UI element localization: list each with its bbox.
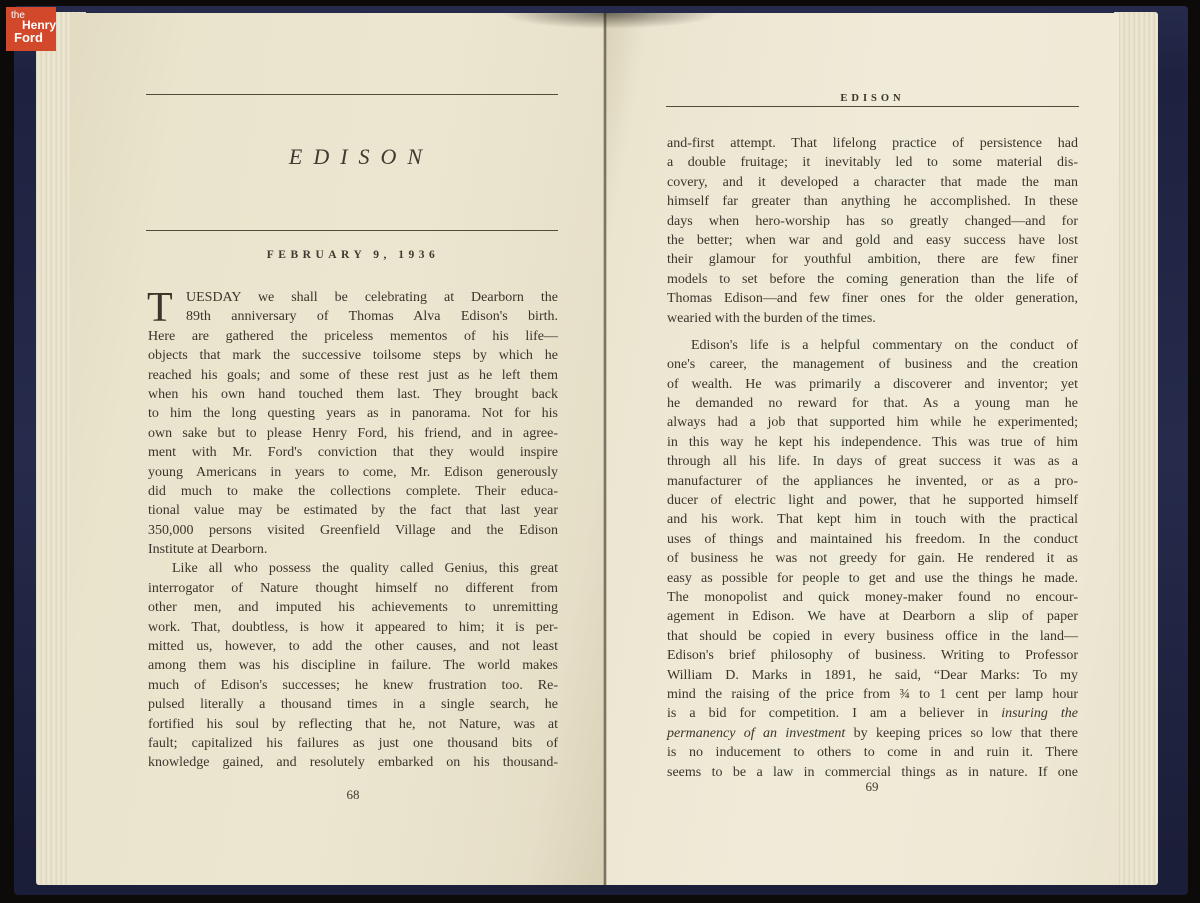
text-line: that should be copied in every business office in the land— [667,628,1078,644]
text-line: 89th anniversary of Thomas Alva Edison's birth. [186,309,558,325]
text-line: agement in Edison. We have at Dearborn a slip of paper [667,609,1078,625]
text-line: much of Edison's successes; he knew frustration too. Re- [148,677,558,693]
text-line: Edison's brief philosophy of business. Writing to Professor [667,648,1078,664]
text-line: seems to be a law in commercial things as in nature. If one [667,764,1078,780]
text-line: young Americans in years to come, Mr. Edison generously [148,464,558,480]
text-line: objects that mark the successive toilsome steps by which he [148,348,558,364]
text-line: interrogator of Nature thought himself no different from [148,580,558,596]
title-rule-top [146,94,558,95]
text-line: fault; capitalized his failures as just one thousand bits of [148,735,558,751]
text-line: The monopolist and quick money-maker found no encour- [667,589,1078,605]
text-line: Like all who possess the quality called Genius, this great [172,561,558,577]
text-line: to him the long questing years as in panorama. Not for his [148,406,558,422]
text-line: uses of things and maintained his freedom. In the conduct [667,531,1078,547]
text-line: pulsed literally a thousand times in a single search, he [148,697,558,713]
drop-cap: T [147,285,173,331]
text-line: one's career, the management of business and the creation [667,357,1078,373]
logo-word-the: the [11,10,25,21]
text-line: and his work. That kept him in touch with the practical [667,512,1078,528]
text-line: in this way he kept his independence. This was true of him [667,434,1078,450]
henry-ford-logo [6,7,56,51]
text-line: covery, and it developed a character that made the man [667,174,1078,190]
text-line: is a bid for competition. I am a believer in insuring the [667,706,1079,722]
left-text-column [147,285,558,773]
text-line: manufacturer of the appliances he invented, or as a pro- [667,473,1078,489]
text-line: the better; when war and gold and easy success have lost [667,232,1078,248]
text-line: of business he was not greedy for gain. He rendered it as [667,551,1078,567]
text-line: through all his life. In days of great success it was as a [667,454,1078,470]
text-line: he demanded no reward for that. As a young man he [667,396,1078,412]
text-line: ment with Mr. Ford's conviction that they would inspire [148,445,558,461]
text-line: did much to make the collections complete. Their educa- [148,483,558,499]
text-line: fortified his soul by reflecting that he, not Nature, was at [148,716,558,732]
text-line: is no inducement to others to come in and ruin it. There [667,745,1078,761]
text-line: when his own hand touched them last. They brought back [148,386,558,402]
text-line: himself far greater than anything he accomplished. In these [667,194,1078,210]
page-number-right: 69 [865,779,879,794]
text-line: models to set before the coming generation than the life of [667,271,1078,287]
text-line: of wealth. He was primarily a discoverer and inventor; yet [667,376,1078,392]
logo-word-henry: Henry [22,18,56,32]
title-rule-bottom [146,230,558,231]
text-line: 350,000 persons visited Greenfield Village and the Edison [148,522,558,538]
text-line: a double fruitage; it inevitably led to some material dis- [667,155,1078,171]
text-line: permanency of an investment by keeping prices so low that there [667,725,1078,741]
text-line: tional value may be estimated by the fact that last year [148,503,558,519]
right-text-column [667,134,1078,782]
text-line: days when hero-worship has so greatly changed—and for [667,213,1078,229]
text-line: wearied with the burden of the times. [667,310,876,326]
text-line: reached his goals; and some of these rest just as he left them [148,367,558,383]
page-number-left: 68 [346,787,360,802]
text-line: mitted us, however, to add the other causes, and not least [148,639,558,655]
text-line: and-first attempt. That lifelong practice of persistence had [667,136,1078,151]
text-line: easy as possible for people to get and use the things he made. [667,570,1078,586]
book-gutter [603,13,607,885]
text-line: work. That, doubtless, is how it appeared to him; it is per- [148,619,558,635]
chapter-title: EDISON [288,144,434,169]
text-line: mind the raising of the price from ¾ to 1 cent per lamp hour [667,686,1078,702]
text-line: William D. Marks in 1891, he said, “Dear Marks: To my [667,667,1078,683]
logo-word-ford: Ford [14,30,43,45]
text-line: other men, and imputed his achievements to unremitting [148,600,558,616]
running-head: EDISON [840,93,905,104]
text-line: Institute at Dearborn. [148,542,268,558]
text-line: Edison's life is a helpful commentary on the conduct of [691,337,1078,353]
text-line: among them was his discipline in failure. The world makes [148,658,558,674]
text-line: Here are gathered the priceless mementos of his life— [148,328,558,344]
running-head-rule [666,106,1079,107]
gutter-shadow [500,13,720,29]
text-line: UESDAY we shall be celebrating at Dearborn the [186,290,558,305]
text-line: Thomas Edison—and few finer ones for the older generation, [667,291,1078,307]
text-line: always had a job that supported him while he experimented; [667,415,1078,431]
right-page-edges [1114,12,1158,885]
text-line: ducer of electric light and power, that he supported himself [667,493,1078,509]
text-line: their glamour for youthful ambition, there are few finer [667,252,1078,268]
text-line: own sake but to please Henry Ford, his friend, and in agree- [148,425,558,441]
text-line: knowledge gained, and resolutely embarked on his thousand- [148,755,558,771]
chapter-date: FEBRUARY 9, 1936 [266,249,440,261]
